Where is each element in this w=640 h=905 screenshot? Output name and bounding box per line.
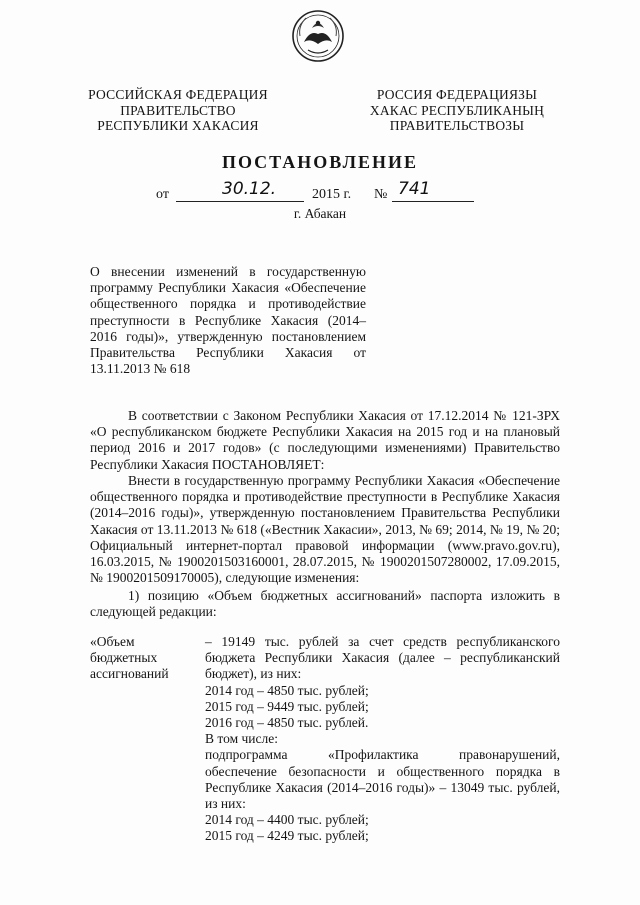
budget-label-line-1: «Объем [90,634,135,649]
subprogram-year-2015: 2015 год – 4249 тыс. рублей; [205,828,369,844]
budget-year-2016: 2016 год – 4850 тыс. рублей. [205,715,369,731]
budget-year-2015: 2015 год – 9449 тыс. рублей; [205,698,369,714]
document-title: ПОСТАНОВЛЕНИЕ [221,152,419,172]
budget-intro: – 19149 тыс. рублей за счет средств республиканского бюджета Республики Хакасия (далее – республиканский бюджет), из них: [205,634,560,682]
number-sign: № [374,187,388,202]
subprogram-year-2014: 2014 год – 4400 тыс. рублей; [205,812,369,828]
preamble-paragraph: В соответствии с Законом Республики Хакасия от 17.12.2014 № 121-ЗРХ «О республиканском бюджете Республики Хакасия на 2015 год и на плановый период 2016 и 2017 годов» (с последующими изменениями) Правительство Республики Хакасия ПОСТАНОВЛЯЕТ: [90,408,560,472]
header-right-block [352,87,562,134]
header-right-line-3: ПРАВИТЕЛЬСТВОЗЫ [389,118,525,133]
budget-label-line-2: бюджетных [90,650,158,666]
date-year: 2015 г. [312,187,352,202]
coat-of-arms-emblem [290,8,346,64]
header-left-block [78,87,278,134]
header-left-line-1: РОССИЙСКАЯ ФЕДЕРАЦИЯ [88,87,268,102]
header-right-line-2: ХАКАС РЕСПУБЛИКАНЫҢ [369,102,545,118]
document-subject: О внесении изменений в государственную программу Республики Хакасия «Обеспечение общественного порядка и противодействие преступности в Республике Хакасия (2014–2016 годы)», утвержденную постановлением Правительства Республики Хакасия от 13.11.2013 № 618 [90,264,366,377]
city-line: г. Абакан [293,206,347,221]
item-1-paragraph: 1) позицию «Объем бюджетных ассигнований» паспорта изложить в следующей редакции: [90,588,560,620]
budget-including: В том числе: [205,731,278,747]
budget-year-2014: 2014 год – 4850 тыс. рублей; [205,682,369,698]
amendment-paragraph: Внести в государственную программу Республики Хакасия «Обеспечение общественного порядка и противодействие преступности в Республике Хакасия (2014–2016 годы)», утвержденную постановлением Правительства Республики Хакасия от 13.11.2013 № 618 («Вестник Хакасии», 2013, № 69; 2014, № 19, № 20; Официальный интернет-портал правовой информации (www.pravo.gov.ru), 16.03.2015, № 1900201503160001, 28.07.2015, № 1900201507280002, 17.09.2015, № 1900201509170005), следующие изменения: [90,473,560,586]
header-left-line-3: РЕСПУБЛИКИ ХАКАСИЯ [97,118,259,133]
handwritten-date: 30.12. [222,179,277,199]
header-left-line-2: ПРАВИТЕЛЬСТВО [120,102,236,118]
budget-label-line-3: ассигнований [90,666,169,682]
budget-subprogram: подпрограмма «Профилактика правонарушений, обеспечение безопасности и общественного порядка в Республике Хакасия (2014–2016 годы)» – 13049 тыс. рублей, из них: [205,747,560,812]
handwritten-number: 741 [398,179,431,199]
budget-body [205,634,560,845]
header-right-line-1: РОССИЯ ФЕДЕРАЦИЯЗЫ [376,87,538,102]
budget-label [90,634,200,683]
date-prefix: от [156,187,169,202]
